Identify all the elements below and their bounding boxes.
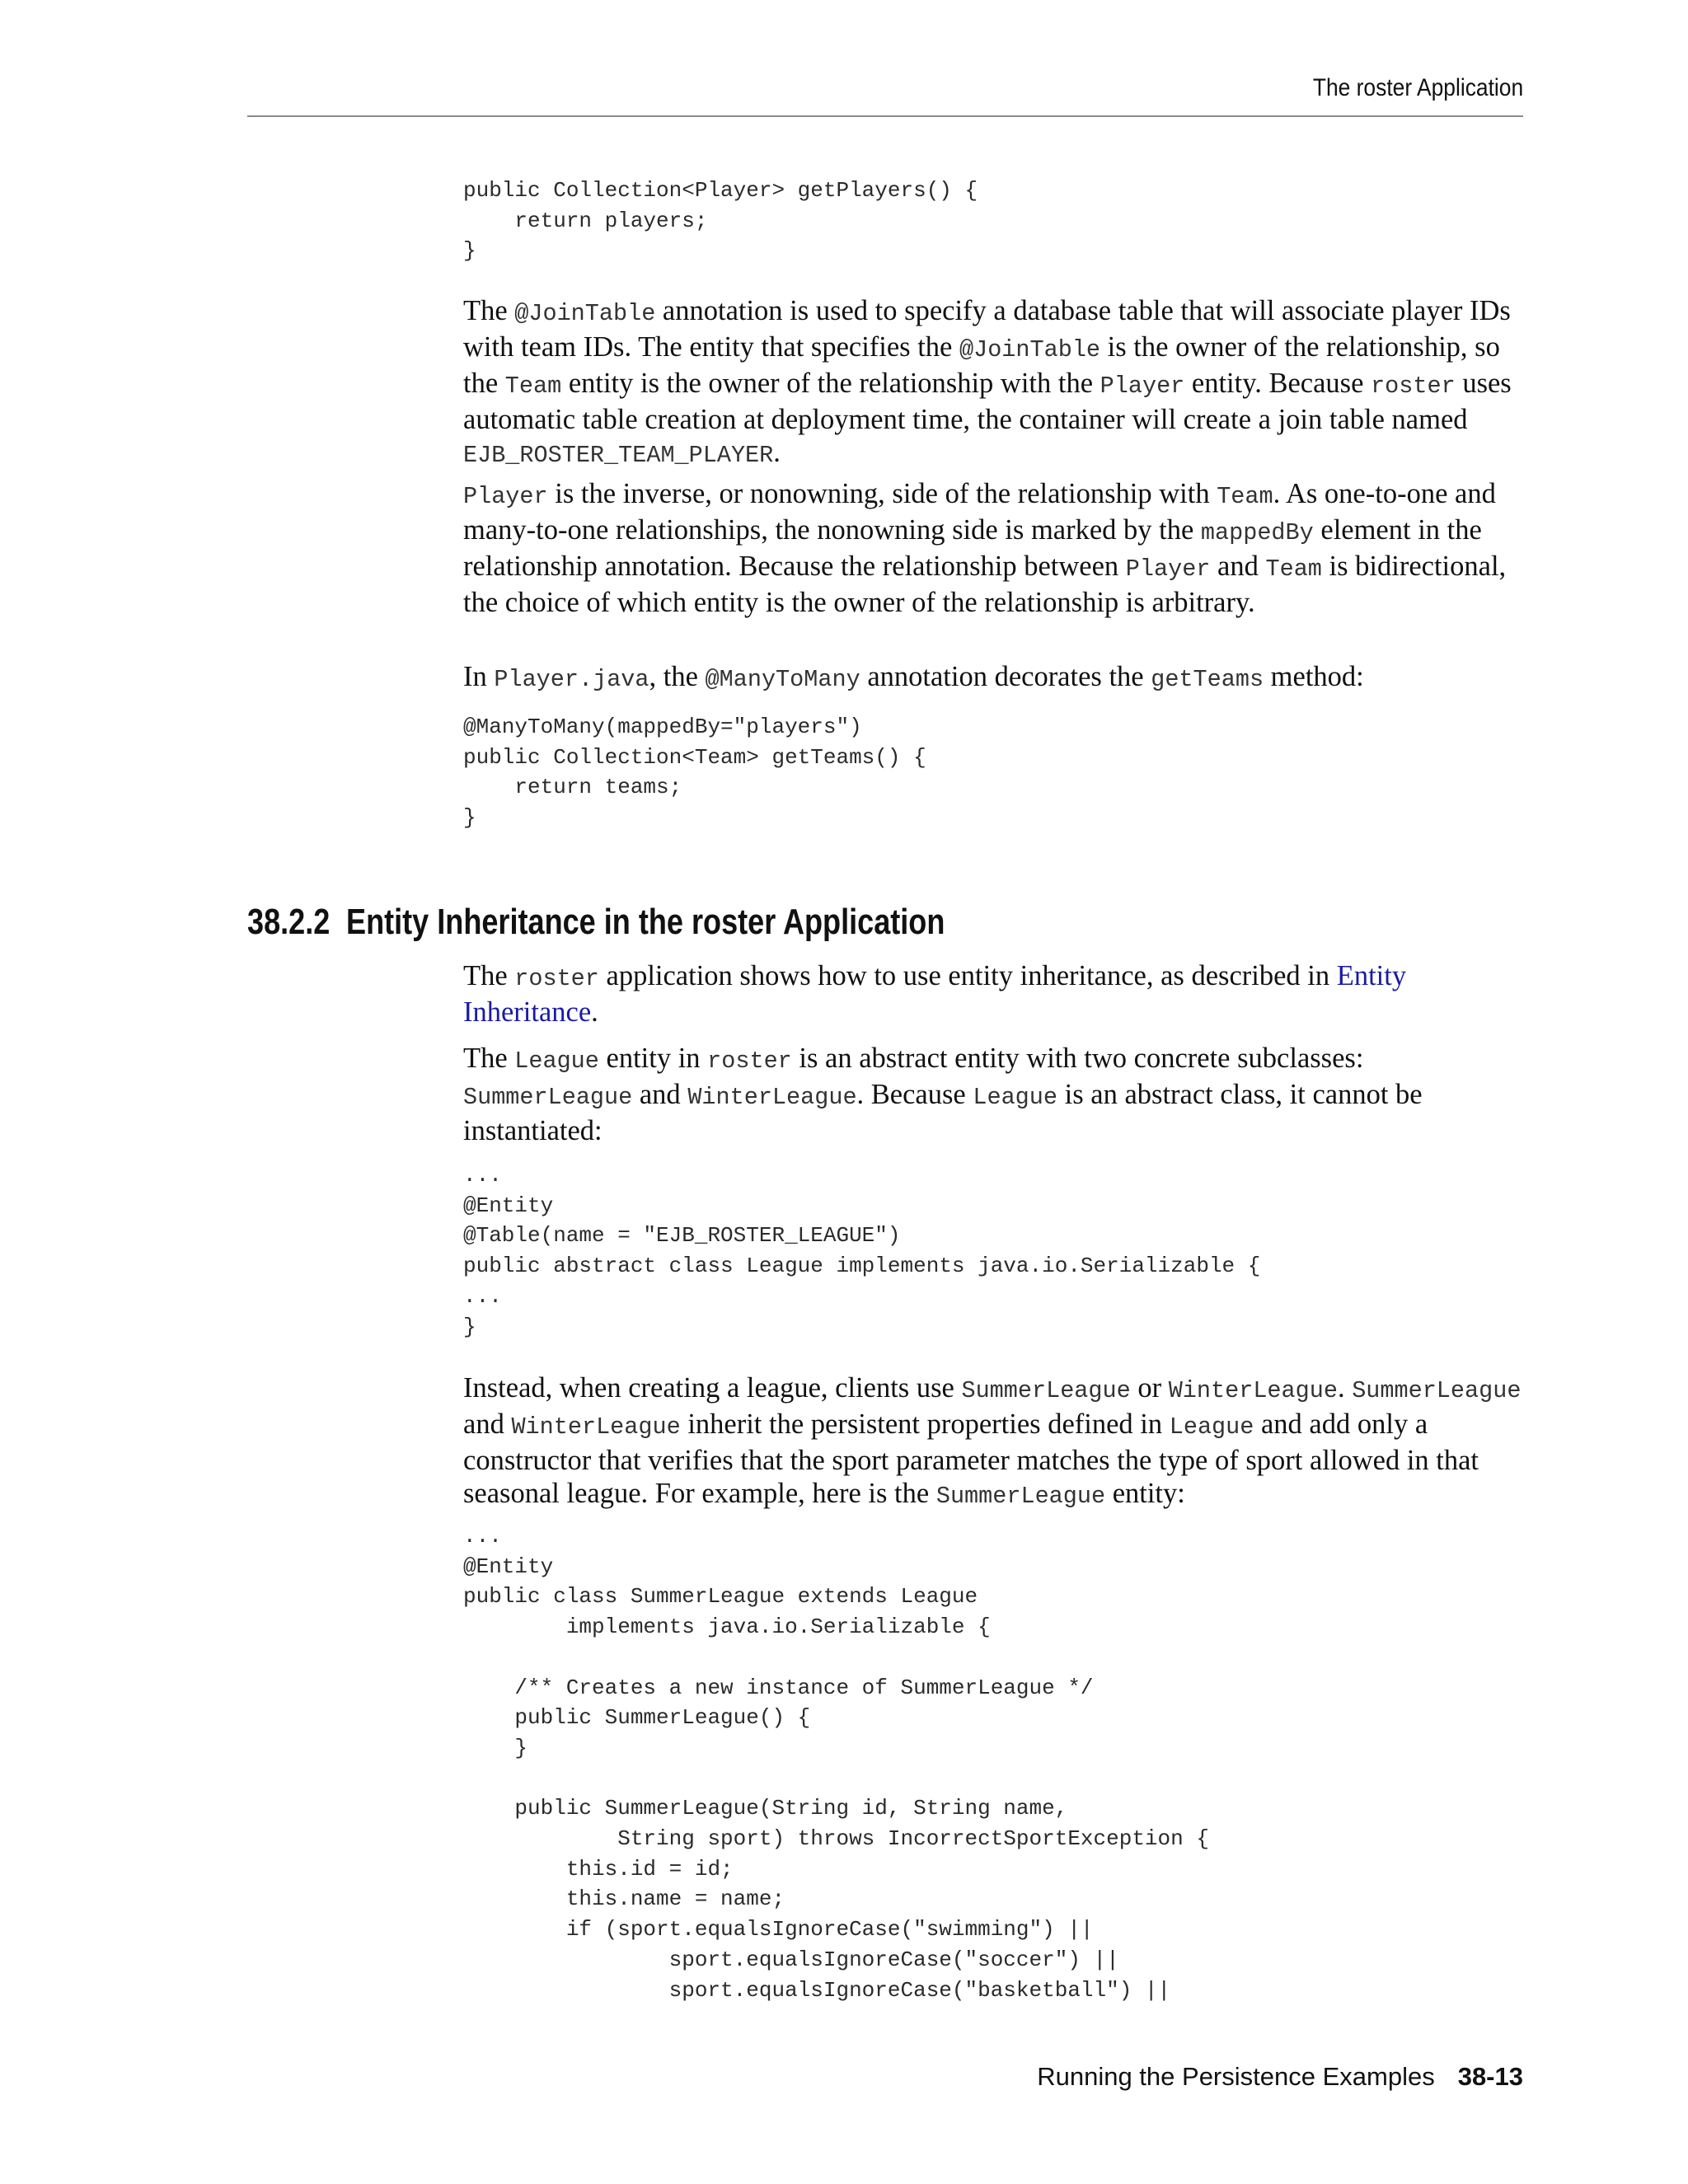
code-block-get-players: public Collection<Player> getPlayers() { return players; } [463,178,978,264]
entity-inheritance-link[interactable]: Entity Inheritance [463,960,1407,1028]
running-title: The roster Application [1312,74,1523,101]
paragraph-league-abstract: The League entity in roster is an abstract entity with two concrete subclasses: SummerLeague and WinterLeague. Because League is an abstract class, it cannot be instantiated: [463,1043,1423,1146]
paragraph-inverse-side: Player is the inverse, or nonowning, side of the relationship with Team. As one-to-one and many-to-one relationships, the nonowning side is marked by the mappedBy element in the relationship annotation. Because the relationship between Player and Team is bidirectional, the choice of which entity is the owner of the relationship is arbitrary. [463,478,1507,618]
code-block-summer-league: ... @Entity public class SummerLeague extends League implements java.io.Serializable { /** Creates a new instance of SummerLeague */ public SummerLeague() { } public SummerLeague(String id, String name, String sport) throws IncorrectSportException { this.id = id; this.name = name; if (sport.equalsIgnoreCase("swimming") || sport.equalsIgnoreCase("soccer") || sport.equalsIgnoreCase("basketball") || [463,1524,1209,2003]
page-header [247,71,1523,117]
paragraph-join-table: The @JoinTable annotation is used to specify a database table that will associate player IDs with team IDs. The entity that specifies the @JoinTable is the owner of the relationship, so the Team entity is the owner of the relationship with the Player entity. Because roster uses automatic table creation at deployment time, the container will create a join table named EJB_ROSTER_TEAM_PLAYER. [463,295,1512,469]
footer-chapter-title: Running the Persistence Examples [1037,2062,1435,2091]
code-block-get-teams: @ManyToMany(mappedBy="players") public Collection<Team> getTeams() { return teams; } [463,715,926,831]
section-heading [247,902,945,943]
paragraph-summer-winter: Instead, when creating a league, clients use SummerLeague or WinterLeague. SummerLeague and WinterLeague inherit the persistent properties defined in League and add only a constructor that verifies that the sport parameter matches the type of sport allowed in that seasonal league. For example, here is the SummerLeague entity: [463,1372,1522,1510]
page-footer [1037,2062,1523,2092]
paragraph-many-to-many: In Player.java, the @ManyToMany annotation decorates the getTeams method: [463,661,1364,693]
paragraph-entity-inheritance: The roster application shows how to use entity inheritance, as described in Entity Inheritance. [463,960,1407,1028]
page-number: 38-13 [1457,2062,1523,2091]
section-title: Entity Inheritance in the roster Application [346,902,945,942]
code-block-league: ... @Entity @Table(name = "EJB_ROSTER_LEAGUE") public abstract class League implements java.io.Serializable { ... } [463,1163,1261,1339]
section-number: 38.2.2 [247,902,331,942]
